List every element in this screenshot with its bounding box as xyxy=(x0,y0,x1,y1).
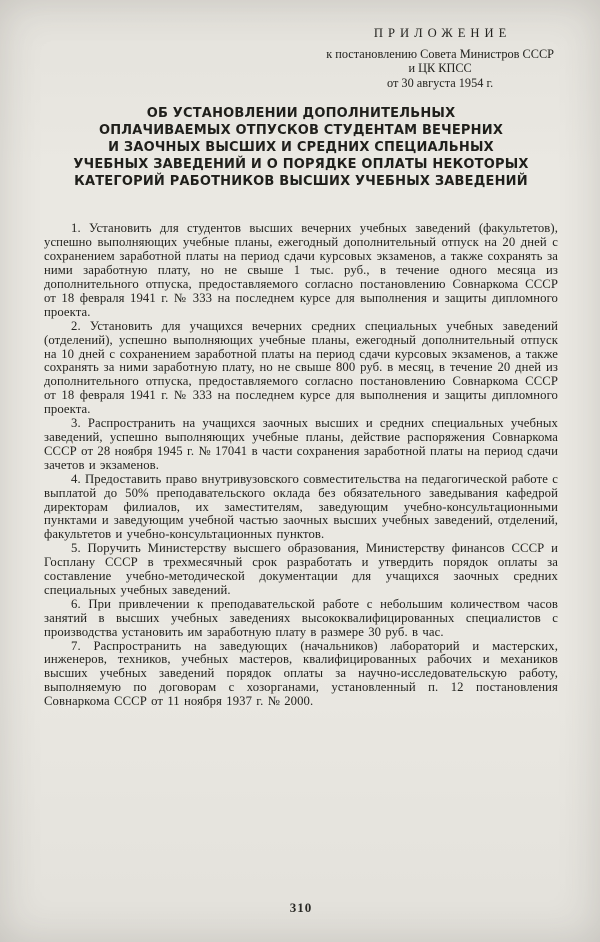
title-line: УЧЕБНЫХ ЗАВЕДЕНИЙ И О ПОРЯДКЕ ОПЛАТЫ НЕКОТОРЫХ xyxy=(73,157,529,173)
header-line-committee: и ЦК КПСС xyxy=(408,61,472,76)
paragraph-7: 7. Распространить на заведующих (начальников) лабораторий и мастерских, инженеров, техников, учебных мастеров, квалифицированных рабочих и механиков высших учебных заведений порядок оплаты за научно-исследовательскую работу, выполняемую по договорам с хозорганами, установленный п. 12 постановления Совнаркома СССР от 11 ноября 1937 г. № 2000. xyxy=(44,638,558,709)
document-body xyxy=(44,222,558,709)
document-title xyxy=(73,105,528,190)
paragraph-5: 5. Поручить Министерству высшего образования, Министерству финансов СССР и Госплану СССР в трехмесячный срок разработать и утвердить порядок оплаты за составление учебно-методической документации для учащихся заочных средних специальных учебных заведений. xyxy=(44,541,558,597)
header-line-date: от 30 августа 1954 г. xyxy=(387,75,494,90)
paragraph-4: 4. Предоставить право внутривузовского совместительства на педагогической работе с выплатой до 50% преподавательского оклада без обязательного заведывания кафедрой директорам филиалов, их заместителям, заведующим учебно-консультационными пунктами и заведующим учебной частью заочных высших учебных заведений, отделений, факультетов и учебно-консультационных пунктов. xyxy=(44,471,558,542)
paragraph-3: 3. Распространить на учащихся заочных высших и средних специальных учебных заведений, успешно выполняющих учебные планы, действие распоряжения Совнаркома СССР от 28 ноября 1945 г. № 17041 в части сохранения заработной платы на период сдачи зачетов и экзаменов. xyxy=(44,416,558,472)
page-number: 310 xyxy=(289,900,313,915)
paragraph-6: 6. При привлечении к преподавательской работе с небольшим количеством часов занятий в высших учебных заведениях высококвалифицированных специалистов с производства установить им заработную плату в размере 30 руб. в час. xyxy=(44,596,558,639)
appendix-header xyxy=(326,26,554,90)
title-line: И ЗАОЧНЫХ ВЫСШИХ И СРЕДНИХ СПЕЦИАЛЬНЫХ xyxy=(108,140,494,156)
title-line: ОПЛАЧИВАЕМЫХ ОТПУСКОВ СТУДЕНТАМ ВЕЧЕРНИХ xyxy=(98,123,504,139)
header-line-decree: к постановлению Совета Министров СССР xyxy=(326,46,554,61)
appendix-label: ПРИЛОЖЕНИЕ xyxy=(373,26,512,40)
title-line: ОБ УСТАНОВЛЕНИИ ДОПОЛНИТЕЛЬНЫХ xyxy=(146,106,456,122)
paragraph-1: 1. Установить для студентов высших вечерних учебных заведений (факультетов), успешно выполняющих учебные планы, ежегодный дополнительный отпуск на 20 дней с сохранением заработной платы на период сдачи курсовых экзаменов, а также сохранять за ними заработную плату, но не свыше 1 тыс. руб., в течение одного месяца из дополнительного отпуска, предоставляемого согласно постановлению Совнаркома СССР от 18 февраля 1941 г. № 333 на последнем курсе для выполнения и защиты дипломного проекта. xyxy=(44,221,558,319)
title-line: КАТЕГОРИЙ РАБОТНИКОВ ВЫСШИХ УЧЕБНЫХ ЗАВЕДЕНИЙ xyxy=(74,174,528,190)
paragraph-2: 2. Установить для учащихся вечерних средних специальных учебных заведений (отделений), успешно выполняющих учебные планы, ежегодный дополнительный отпуск на 10 дней с сохранением заработной платы на период сдачи курсовых экзаменов, а также сохранять за ними заработную плату, но не свыше 800 руб. в месяц, в течение 20 дней из дополнительного отпуска, предоставляемого согласно постановлению Совнаркома СССР от 18 февраля 1941 г. № 333 на последнем курсе для выполнения и защиты дипломного проекта. xyxy=(44,318,558,417)
